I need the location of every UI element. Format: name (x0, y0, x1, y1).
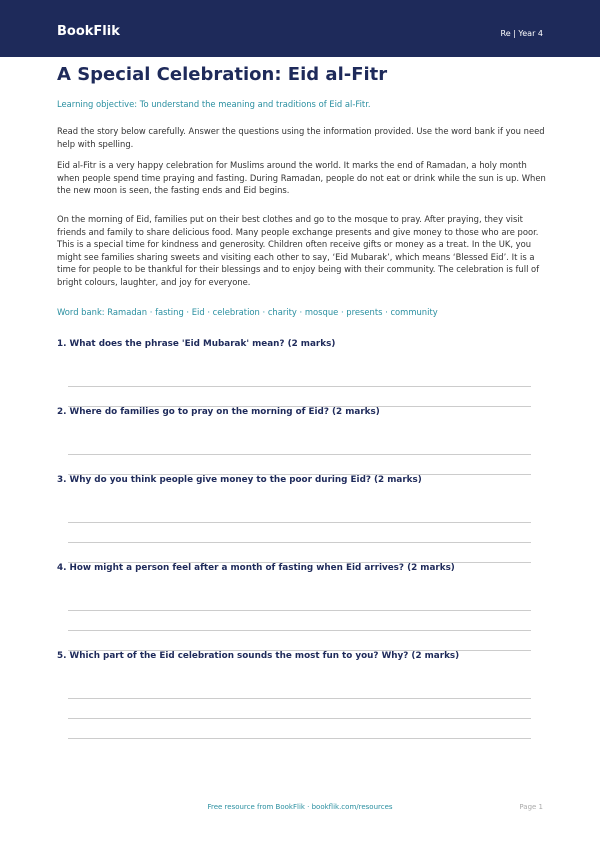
answer-line[interactable] (68, 718, 531, 719)
answer-line[interactable] (68, 454, 531, 455)
answer-line[interactable] (68, 698, 531, 699)
answer-line[interactable] (68, 522, 531, 523)
answer-line[interactable] (68, 610, 531, 611)
answer-line[interactable] (68, 386, 531, 387)
question-1: 1. What does the phrase 'Eid Mubarak' mean? (2 marks) (57, 339, 336, 349)
page-number: Page 1 (519, 803, 543, 811)
question-4: 4. How might a person feel after a month of fasting when Eid arrives? (2 marks) (57, 563, 455, 573)
learning-objective: Learning objective: To understand the meaning and traditions of Eid al-Fitr. (57, 99, 371, 109)
subject-year-label: Re | Year 4 (500, 29, 543, 38)
page-title: A Special Celebration: Eid al-Fitr (57, 64, 388, 85)
answer-line[interactable] (68, 630, 531, 631)
story-paragraph-1: Eid al-Fitr is a very happy celebration for Muslims around the world. It marks the end of Ramadan, a holy month when people spend time praying and fasting. During Ramadan, people do not eat or drink while the sun is up. When the new moon is seen, the fasting ends and Eid begins. (57, 160, 546, 195)
page-header (0, 0, 600, 57)
word-bank: Word bank: Ramadan · fasting · Eid · celebration · charity · mosque · presents · community (57, 307, 438, 317)
answer-line[interactable] (68, 542, 531, 543)
footer-credit: Free resource from BookFlik · bookflik.com/resources (207, 803, 393, 811)
brand-logo-text: BookFlik (57, 24, 120, 39)
story-paragraph-2: On the morning of Eid, families put on their best clothes and go to the mosque to pray. After praying, they visit friends and family to share delicious food. Many people exchange presents and give money to those who are poor. This is a special time for kindness and generosity. Children often receive gifts or money as a treat. In the UK, you might see families sharing sweets and visiting each other to say, ‘Eid Mubarak’, which means ‘Blessed Eid’. It is a time for people to be thankful for their blessings and to enjoy being with their community. The celebration is full of bright colours, laughter, and joy for everyone. (57, 214, 540, 287)
instructions-paragraph: Read the story below carefully. Answer the questions using the information provided. Use the word bank if you need help with spelling. (57, 126, 545, 149)
question-3: 3. Why do you think people give money to the poor during Eid? (2 marks) (57, 475, 422, 485)
answer-line[interactable] (68, 738, 531, 739)
question-5: 5. Which part of the Eid celebration sounds the most fun to you? Why? (2 marks) (57, 651, 460, 661)
question-2: 2. Where do families go to pray on the morning of Eid? (2 marks) (57, 407, 380, 417)
